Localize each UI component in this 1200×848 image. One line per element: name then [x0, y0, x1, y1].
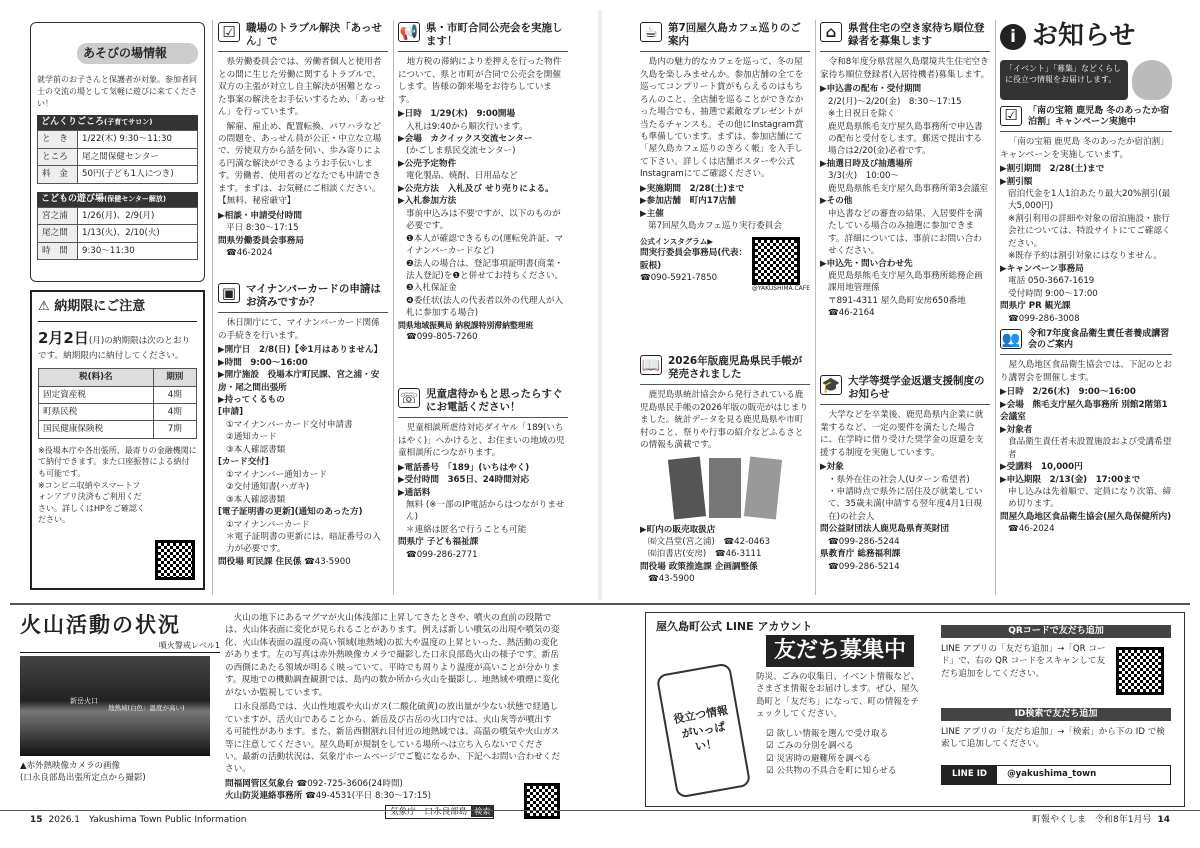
- item: ▶時間 9:00～16:00: [218, 357, 308, 368]
- item: ▶申込書の配布・受付期間: [820, 84, 922, 95]
- notice-bubble: 「イベント」「募集」などくらしに役立つ情報をお届けします。: [1000, 60, 1128, 100]
- check-item: ☑ 欲しい情報を選んで受け取る: [766, 729, 889, 739]
- qr-code[interactable]: [155, 540, 195, 580]
- item: ☎46-2164: [828, 308, 875, 319]
- mynumber-section: [218, 283, 388, 595]
- deadline-title: ⚠ 納期限にご注意: [38, 298, 197, 322]
- list-item: ③本人確認書類: [226, 494, 286, 505]
- child-section: [398, 388, 568, 595]
- item: 〒891-4311 屋久島町安房650番地: [828, 295, 966, 306]
- volcano-section: [20, 610, 220, 800]
- item: ※土日祝日を除く: [828, 109, 896, 120]
- item: 鹿児島県熊毛支庁屋久島事務所第3会議室: [828, 183, 989, 194]
- item: ▶受付時間 365日、24時間対応: [398, 475, 530, 486]
- auction-title: 県・市町合同公売会を実施します！: [426, 22, 563, 48]
- item: 鹿児島県熊毛支庁屋久島事務所総務企画課用地管理係: [828, 270, 983, 294]
- item: ❶本人が確認できるもの(運転免許証、マイナンバーカードなど): [406, 233, 564, 257]
- image-caption: ▲赤外熱映像カメラの画像: [20, 761, 121, 772]
- item: ▶対象: [820, 462, 844, 473]
- graduation-cap-icon: 🎓: [821, 375, 841, 394]
- phone: ☎099-286-5214: [828, 561, 900, 572]
- item: ▶開庁施設 役場本庁町民課、宮之浦・安房・尾之間出張所: [218, 370, 380, 393]
- contact: 問福岡管区気象台: [225, 778, 294, 789]
- scholar-title: 大学等奨学金返還支援制度のお知らせ: [848, 375, 985, 401]
- volcano-title: 火山活動の状況: [20, 613, 181, 637]
- subhead: [申請]: [218, 407, 244, 418]
- subhead: [カード交付]: [218, 457, 269, 468]
- item: ＊連絡は匿名で行うことも可能: [406, 524, 527, 535]
- item: ▶町内の販売取扱店: [640, 524, 716, 535]
- item: ※割引利用の詳細や対象の宿泊施設・旅行会社については、特設サイトにてご確認ください。: [1008, 213, 1171, 249]
- item: ▶実施期間 2/28(土)まで: [640, 183, 745, 194]
- item: ❹委任状(法人の代表者以外の代理人が入札に参加する場合): [406, 295, 564, 319]
- dondon-table: と き 1/22(木) 9:30～11:30 ところ 尾之間保健センター 料 金 50円(子ども1人につき): [37, 130, 198, 183]
- item: 電化製品、焼酎、日用品など: [406, 171, 518, 182]
- check-item: ☑ ごみの分別を調べる: [766, 741, 854, 752]
- item: 入札は9:40から順次行います。: [406, 121, 528, 132]
- list-item: ③本人確認書類: [226, 444, 286, 455]
- notice-section: [1000, 18, 1172, 598]
- notebook-image: [640, 458, 810, 518]
- search-box[interactable]: 気象庁 口永良部島 検索: [385, 805, 494, 819]
- item: 2/2(月)～2/20(金) 8:30～17:15: [828, 96, 962, 107]
- footer-text: 2026.1 Yakushima Town Public Information: [48, 814, 247, 825]
- subhead: [電子証明書の更新](通知のあった方): [218, 507, 363, 518]
- line-big-title: 友だち募集中: [766, 635, 914, 667]
- contact: 火山防災連絡事務所: [225, 791, 303, 802]
- volcano-body: [225, 612, 560, 817]
- item: 鹿児島県熊毛支庁屋久島事務所で申込書の配布と受付をします。郵送で提出する場合は2/20(金)必着です。: [828, 121, 983, 157]
- line-id-label: LINE ID: [942, 766, 997, 784]
- search-button[interactable]: 検索: [471, 806, 493, 818]
- paragraph: 島内の魅力的なカフェを巡って、冬の屋久島を楽しみませんか。参加店舗の全てを巡ってコンプリート賞がもらえるのはもちろんのこと、全店舗を巡ることができなかった場合でも、抽選で素敵なプレゼントが当たるチャンスも。その他にInstagram賞も準備しています。まずは、参加店舗にて「屋久島カフェ巡りのきろく帳」を入手して下さい。詳しくは店舗ポスターや公式Instagramにてご確認ください。: [640, 57, 804, 180]
- list-item: ①マイナンバー通知カード: [226, 469, 328, 480]
- contact: 問屋久島地区食品衛生協会(屋久島保健所内): [1000, 511, 1172, 522]
- item: ▶キャンペーン事務局: [1000, 263, 1084, 274]
- qr-body: LINE アプリの「友だち追加」→「QR コード」で、右の QR コードをスキャンして友だち追加をしてください。: [941, 644, 1106, 679]
- paragraph: 屋久島地区食品衛生協会では、下記のとおり講習会を開催します。: [1000, 360, 1172, 383]
- item: ・県外在住の社会人(Uターン希望者): [828, 474, 970, 485]
- item: ❸入札保証金: [406, 283, 457, 294]
- mynumber-title: マイナンバーカードの申請はお済みですか？: [246, 283, 381, 309]
- cafe-title: 第7回屋久島カフェ巡りのご案内: [668, 22, 801, 48]
- house-icon: ⌂: [820, 22, 842, 42]
- contact: 問役場 町民課 住民係: [218, 556, 302, 567]
- tax-table: 税(料)名 期別 固定資産税 4期 町県民税 4期 国民健康保険税 7期: [38, 368, 197, 439]
- people-icon: 👥: [1001, 329, 1021, 348]
- phone: ☎49-4531(平日 8:30～17:15): [305, 791, 431, 802]
- contact: 問県地域振興局 納税課特別滞納整理班: [398, 320, 534, 330]
- list-item: ②通知カード: [226, 432, 277, 443]
- line-section: [645, 612, 1185, 807]
- qr-title: QRコードで友だち追加: [941, 625, 1171, 638]
- housing-section: [820, 22, 990, 367]
- item: ▶その他: [820, 196, 853, 207]
- instagram-label: 公式インスタグラム▶: [640, 236, 713, 246]
- item: ▶対象者: [1000, 424, 1033, 435]
- qr-code[interactable]: [752, 237, 800, 285]
- item: 受付時間 9:00～17:00: [1008, 288, 1098, 299]
- paragraph: 地方税の滞納により差押えを行った物件について、県と市町が合同で公売会を開催します。皆様の御来場をお待ちしています。: [398, 57, 562, 105]
- techo-title: 2026年版鹿児島県民手帳が発売されました: [668, 355, 803, 381]
- item: ▶持ってくるもの: [218, 394, 285, 405]
- list-item: ＊電子証明書の更新には、暗証番号の入力が必要です。: [226, 531, 381, 555]
- deadline-note: ※役場本庁や各出張所、最寄りの金融機関にて納付できます。また口座振替による納付も可能です。: [38, 445, 197, 479]
- auction-section: [398, 22, 568, 382]
- line-id-box[interactable]: [941, 765, 1171, 785]
- scholarship-section: [820, 375, 990, 595]
- contact: 問県庁 子ども福祉課: [398, 537, 479, 548]
- id-title: ID検索で友だち追加: [941, 708, 1171, 721]
- paragraph: 解雇、雇止め、配置転換、パワハラなどの問題を、あっせん員が公正・中立な立場で、労使双方から話を伺い、歩み寄りによる円満な解決ができるようお手伝いします。労働者、使用者のどなたでも申請できます。まずは、お気軽にご相談ください。【無料、秘密厳守】: [218, 121, 382, 207]
- kodomo-table: 宮之浦 1/26(月)、2/9(月) 尾之間 1/13(火)、2/10(火) 時 間 9:30～11:30: [37, 207, 198, 260]
- item: ▶抽選日時及び抽選場所: [820, 158, 913, 169]
- thermal-image: [20, 656, 210, 756]
- item: ▶開庁日 2/8(日)【※1月はありません】: [218, 345, 383, 356]
- checkbox-icon: ☑: [766, 729, 777, 739]
- paragraph: 休日開庁にて、マイナンバーカード関係の手続きを行います。: [218, 318, 380, 341]
- item: ▶会場 熊毛支庁屋久島事務所 別館2階第1会議室: [1000, 399, 1168, 423]
- item: ▶入札参加方法: [398, 196, 457, 207]
- deadline-section: ⚠ 納期限にご注意 2月2日(月)の納期限は次のとおりです。納期限内に納付してください。 税(料)名 期別 固定資産税 4期 町県民税 4期 国民健康保険税 7期 ※役場本庁や各出張所、最寄りの金融機関にて納付できます。また口座振替による納付も可能です。 ※コンビニ収納やスマートフォンアプリ決済もご利用ください。詳しくはHPをご確認ください。: [30, 290, 205, 590]
- food-title: 令和7年度食品衛生責任者養成講習会のご案内: [1028, 328, 1170, 351]
- play-intro: 就学前のお子さんと保護者が対象。参加者同士の交流の場として気軽に遊びに来てください！: [37, 75, 197, 108]
- item: ▶通話料: [398, 487, 431, 498]
- image-label: 新岳火口: [70, 697, 98, 706]
- housing-title: 県営住宅の空き家待ち順位登録者を募集します: [848, 22, 985, 48]
- list-item: ②交付通知書(ハガキ): [226, 482, 310, 493]
- phone: ☎090-5921-7850: [640, 273, 718, 284]
- phone-illustration: [656, 662, 752, 798]
- deadline-date: 2月2日: [38, 328, 89, 347]
- item: ▶割引期間 2/28(土)まで: [1000, 164, 1105, 175]
- phone: ☎46-2024: [226, 248, 273, 259]
- item: ▶申込期限 2/13(金) 17:00まで: [1000, 474, 1141, 485]
- phone: ☎092-725-3606(24時間): [296, 778, 403, 789]
- line-qr-code[interactable]: [1116, 647, 1164, 695]
- item: ▶割引額: [1000, 176, 1033, 187]
- notice-title: お知らせ: [1032, 21, 1136, 51]
- checkbox-icon: ☑: [766, 766, 777, 777]
- check-item: ☑ 公共物の不具合を町に知らせる: [766, 766, 897, 777]
- phone: ☎099-286-3008: [1008, 313, 1080, 324]
- item-value: 平日 8:30～17:15: [226, 223, 299, 234]
- item: ▶公売方法 入札及び せり売りによる。: [398, 183, 554, 194]
- item: 3/3(火) 10:00～: [828, 171, 900, 182]
- item: 電話 050-3667-1619: [1008, 276, 1095, 287]
- shop: ㈲文昌堂(宮之浦) ☎42-0463: [648, 536, 771, 547]
- image-label: 地熱域(白色：温度が高い): [108, 704, 185, 713]
- book-icon: 📖: [641, 355, 661, 374]
- phone-icon: ☏: [399, 388, 419, 407]
- play-title: あそびの場情報: [77, 43, 198, 64]
- info-icon: i: [1000, 24, 1026, 50]
- phone: ☎43-5900: [648, 574, 695, 585]
- phone: ☎099-286-5244: [828, 536, 900, 547]
- phone: ☎46-2024: [1008, 524, 1055, 535]
- card-icon: ▣: [218, 283, 240, 303]
- line-body: 防災、ごみの収集日、イベント情報など、さまざま情報をお届けします。ぜひ、屋久島町と「友だち」になって、町の情報をチェックしてください。: [756, 672, 920, 720]
- phone: ☎099-805-7260: [406, 332, 478, 343]
- phone: ☎43-5900: [304, 556, 351, 567]
- dondon-title: どんくりごころ(子育てサロン): [37, 115, 198, 130]
- paragraph: 県労働委員会では、労働者個人と使用者との間に生じた労働に関するトラブルで、双方の主張が対立し自主解決が困難となった事案の解決をお手伝いするため、「あっせん」を行っています。: [218, 57, 386, 118]
- checkbox-icon: ☑: [218, 22, 240, 42]
- check-item: ☑ 災害時の避難所を調べる: [766, 753, 871, 764]
- list-item: ①マイナンバーカード: [226, 519, 310, 530]
- paragraph: 大学などを卒業後、鹿児島県内企業に就業するなど、一定の要件を満たした場合に、在学時に借り受けた奨学金の返還を支援する制度を実施しています。: [820, 410, 984, 458]
- item: ▶日時 2/26(木) 9:00～16:00: [1000, 387, 1136, 398]
- item: 無料 (※一部のIP電話からはつながりません): [406, 499, 565, 523]
- item: ※既存予約は割引対象にはなりません。: [1008, 251, 1162, 262]
- footer: [0, 810, 1200, 830]
- item: 第7回屋久島カフェ巡り実行委員会: [648, 221, 782, 232]
- item: 宿泊代金を1人1泊あたり最大20%割引(最大5,000円): [1008, 189, 1171, 212]
- item: ▶参加店舗 町内17店舗: [640, 196, 736, 207]
- page-number: 15: [30, 814, 43, 825]
- warning-icon: ⚠: [38, 299, 55, 314]
- deadline-note: ※コンビニ収納やスマートフォンアプリ決済もご利用ください。詳しくはHPをご確認ください。: [38, 480, 145, 525]
- checkbox-icon: ☑: [766, 741, 777, 752]
- paragraph: 「南の宝箱 鹿児島 冬のあったか宿泊割」キャンペーンを実施しています。: [1000, 137, 1169, 160]
- line-id-value: @yakushima_town: [1007, 769, 1097, 779]
- trouble-section: [218, 22, 388, 277]
- item: ▶日時 1/29(木) 9:00開場: [398, 109, 516, 120]
- techo-section: [640, 355, 810, 595]
- id-body: LINE アプリの「友だち追加」→「検索」から下の ID で検索して追加してください。: [941, 727, 1165, 750]
- item: 申込書などの審査の結果、入居要件を満たしている場合のみ抽選に参加できます。詳細については、事前にお問い合わせください。: [828, 208, 983, 257]
- coffee-icon: ☕: [640, 22, 662, 42]
- alert-level: 噴火警戒レベル1: [20, 640, 220, 653]
- item: 申し込みは先着順で、定員になり次第、締め切ります。: [1008, 487, 1172, 510]
- footer-text: 町報やくしま 令和8年1月号: [1032, 814, 1152, 825]
- checkbox-icon: ☑: [1000, 106, 1022, 126]
- cafe-section: [640, 22, 810, 347]
- shop: ㈲泊書店(安房) ☎46-3111: [648, 549, 762, 560]
- deer-mascot-icon: [1132, 60, 1172, 100]
- item: ❷法人の場合は、登記事項証明書(商業・法人登記)を❶と併せてお持ちください。: [406, 258, 564, 281]
- paragraph: 火山の地下にあるマグマが火山体浅部に上昇してきたときや、噴火の直前の段階では、火山体表面に変化が見られることがあります。例えば新しい噴気の出現や噴気の変化、火山体表面の温度の高い領域(地熱域)の拡大や温度の上昇といった、熱活動の変化があります。左の写真は赤外熱映像カメラで撮影した口永良部島火山の様子です。新岳の西側にあたる領域が明るく映っていて、平時でも周りより温度が高いことが分かります。現地での機動調査観測では、島内の数か所から火山を撮影し、地熱域や噴煙に変化がないか監視しています。: [225, 613, 560, 698]
- item: ▶受講料 10,000円: [1000, 462, 1083, 473]
- child-title: 児童虐待かもと思ったらすぐにお電話ください！: [426, 388, 563, 414]
- megaphone-icon: 📢: [399, 22, 419, 41]
- contact: 問公益財団法人鹿児島県育英財団: [820, 524, 949, 535]
- list-item: ①マイナンバーカード交付申請書: [226, 419, 353, 430]
- item: ・申請時点で県外に居住及び就業していて、35歳未満(申請する翌年度4月1日現在)の社会人: [828, 486, 983, 522]
- item: ▶公売予定物件: [398, 158, 457, 169]
- contact: 県教育庁 総務福利課: [820, 549, 901, 560]
- kodomo-title: こどもの遊び場(保健センター解放): [37, 192, 198, 207]
- item: ▶会場 カクイックス交流センター: [398, 133, 533, 144]
- paragraph: 鹿児島県統計協会から発行されている鹿児島県民手帳の2026年版の販売がはじまりました。統計データを見る鹿児島県や市町村のこと、祭りや行事の紹介などふるさとの情報も満載です。: [640, 390, 808, 451]
- paragraph: 口永良部島では、火山性地震や火山ガス(二酸化硫黄)の放出量が少ない状態で経過していますが、活火山であることから、新岳及び古岳の火口内では、火山灰等が噴出する可能性があります。また、新岳西側割れ目付近の地熱域では、高温の噴気や火山ガス等に注意してください。屋久島町が規制をしている場所へは立ち入らないでください。最新の活動状況は、気象庁ホームページでご覧になるか、下記へお問い合わせください。: [225, 702, 560, 775]
- qr-caption: @YAKUSHIMA.CAFE: [751, 284, 810, 292]
- item: ▶電話番号 「189」(いちはやく): [398, 462, 530, 473]
- checkbox-icon: ☑: [766, 753, 777, 764]
- line-title: 屋久島町公式 LINE アカウント: [656, 620, 813, 633]
- campaign-title: 「南の宝箱 鹿児島 冬のあったか宿泊割」キャンペーン実施中: [1028, 105, 1170, 127]
- item: ▶主催: [640, 208, 664, 219]
- page-number: 14: [1157, 814, 1170, 825]
- item: 食品衛生責任者未設置施設および受講希望者: [1008, 437, 1172, 460]
- paragraph: 児童相談所虐待対応ダイヤル「189(いちはやく)」へかけると、お住まいの地域の児童相談所につながります。: [398, 423, 565, 459]
- item-label: ▶相談・申請受付時間: [218, 210, 302, 221]
- paragraph: 令和8年度分県営屋久島環境共生住宅空き家待ち順位登録者(入居待機者)募集します。: [820, 57, 990, 80]
- phone: ☎099-286-2771: [406, 549, 478, 560]
- image-caption: (口永良部島出張所定点から撮影): [20, 773, 146, 784]
- trouble-title: 職場のトラブル解決「あっせん」で: [246, 22, 382, 48]
- contact: 問県庁 PR 観光課: [1000, 301, 1071, 312]
- item: (かごしま県民交流センター): [406, 146, 516, 157]
- contact: 問県労働委員会事務局: [218, 235, 304, 246]
- play-section: [30, 22, 205, 282]
- contact: 問実行委員会事務局(代表：阪根): [640, 248, 748, 271]
- item: 事前申込みは不要ですが、以下のものが必要です。: [406, 208, 561, 232]
- contact: 問役場 政策推進課 企画調整係: [640, 561, 758, 572]
- phone-text: 役立つ情報がいっぱい！: [672, 703, 729, 755]
- item: ▶申込先・問い合わせ先: [820, 258, 913, 269]
